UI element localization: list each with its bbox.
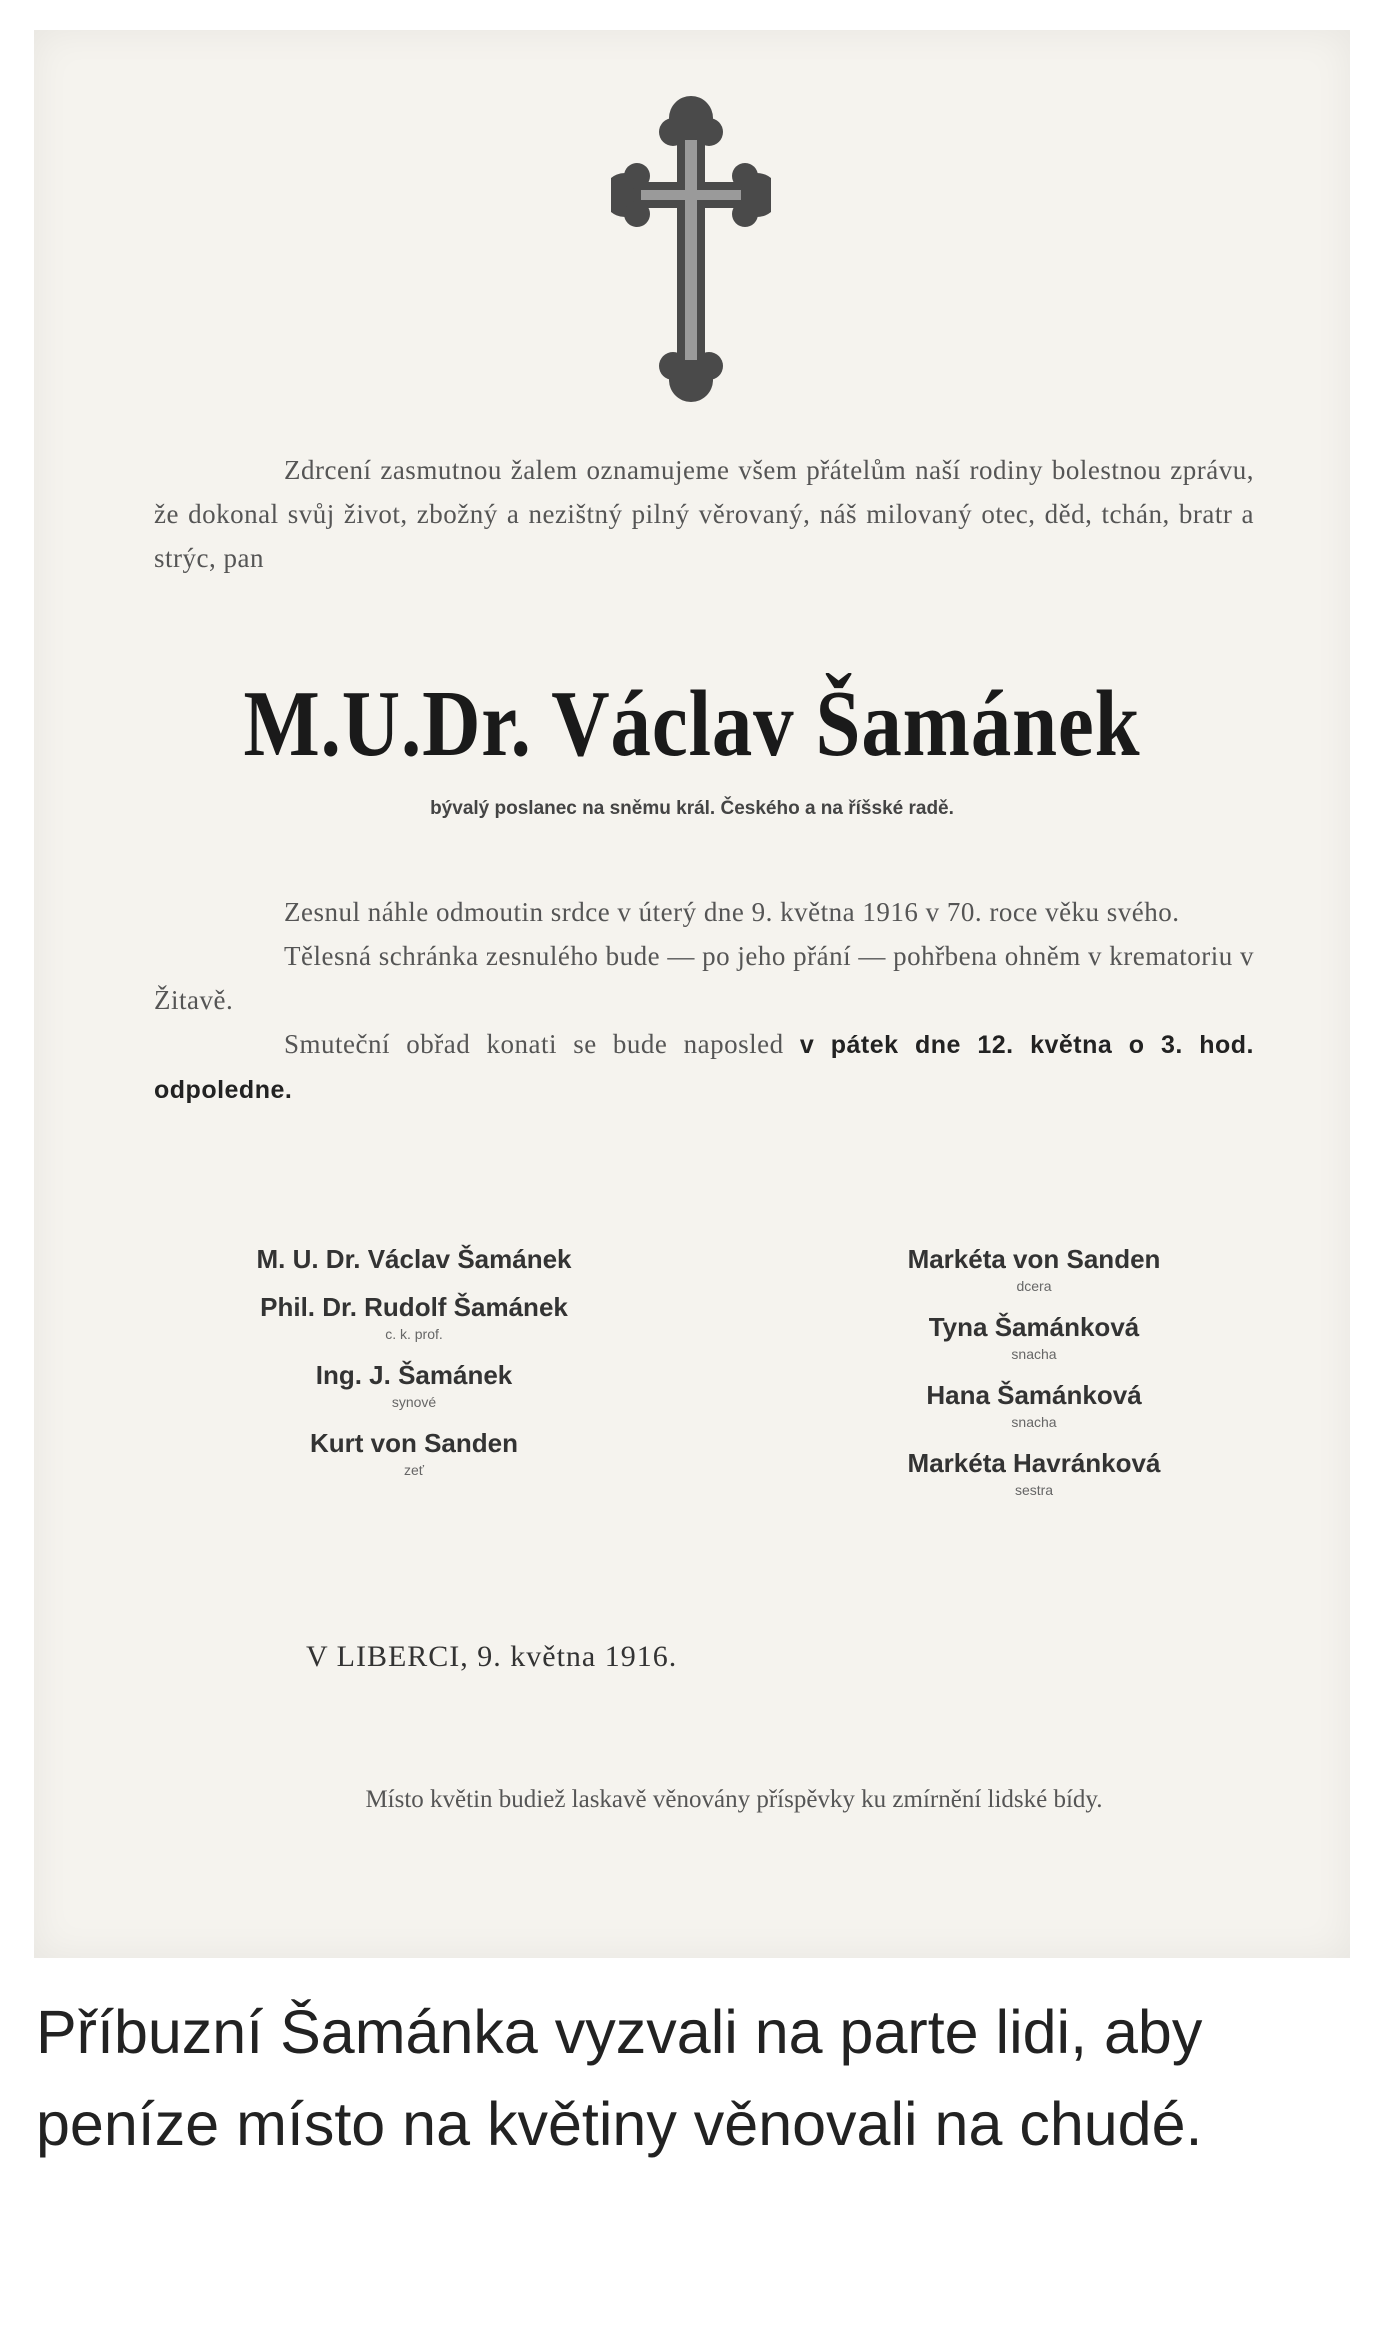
image-caption: Příbuzní Šamánka vyzvali na parte lidi, aby peníze místo na květiny věnovali na chudé. (36, 1998, 1203, 2158)
ceremony-text: Smuteční obřad konati se bude naposled (284, 1029, 784, 1059)
family-name: Phil. Dr. Rudolf Šamánek (260, 1292, 568, 1322)
cross-icon (611, 90, 771, 420)
deceased-name: M.U.Dr. Václav Šamánek (243, 672, 1141, 776)
announcement-body (154, 890, 1254, 1112)
family-relation: snacha (1011, 1414, 1057, 1430)
place-date: V LIBERCI, 9. května 1916. (306, 1640, 678, 1673)
family-name: Markéta Havránková (907, 1448, 1161, 1478)
family-relation: synové (391, 1394, 437, 1410)
family-entry (794, 1446, 1274, 1500)
deceased-subtitle: bývalý poslanec na sněmu král. Českého a na říšské radě. (430, 798, 954, 819)
family-relation: snacha (1011, 1346, 1057, 1362)
family-name: M. U. Dr. Václav Šamánek (256, 1244, 572, 1274)
family-entry (154, 1242, 674, 1276)
family-entry (794, 1378, 1274, 1432)
family-entry (154, 1290, 674, 1344)
family-name: Kurt von Sanden (309, 1428, 518, 1458)
family-name: Ing. J. Šamánek (315, 1360, 513, 1390)
cremation-paragraph: Tělesná schránka zesnulého bude — po jeho přání — pohřbena ohněm v krematoriu v Žitavě. (154, 941, 1254, 1015)
family-entry (154, 1358, 674, 1412)
death-paragraph: Zesnul náhle odmoutin srdce v úterý dne 9. května 1916 v 70. roce věku svého. (284, 897, 1180, 927)
family-entry (794, 1242, 1274, 1296)
family-relation: dcera (1016, 1278, 1052, 1294)
ceremony-paragraph (154, 1022, 1254, 1112)
family-relation: zeť (403, 1462, 425, 1478)
family-right-column (794, 1242, 1274, 1514)
intro-text: Zdrcení zasmutnou žalem oznamujeme všem přátelům naší rodiny bolestnou zprávu, že dokonal svůj život, zbožný a nezištný pilný věrovaný, náš milovaný otec, děd, tchán, bratr a strýc, pan (154, 455, 1254, 573)
obituary-card (34, 30, 1350, 1958)
family-left-column (154, 1242, 674, 1494)
ceremony-time: v pátek dne 12. května o 3. hod. odpoledne. (154, 1031, 1254, 1104)
family-relation: c. k. prof. (385, 1326, 443, 1342)
family-name: Markéta von Sanden (907, 1244, 1161, 1274)
footer-note: Místo květin budiež laskavě věnovány příspěvky ku zmírnění lidské bídy. (365, 1786, 1103, 1813)
family-entry (794, 1310, 1274, 1364)
family-name: Tyna Šamánková (928, 1312, 1140, 1342)
family-entry (154, 1426, 674, 1480)
family-relation: sestra (1014, 1482, 1054, 1498)
family-name: Hana Šamánková (926, 1380, 1142, 1410)
